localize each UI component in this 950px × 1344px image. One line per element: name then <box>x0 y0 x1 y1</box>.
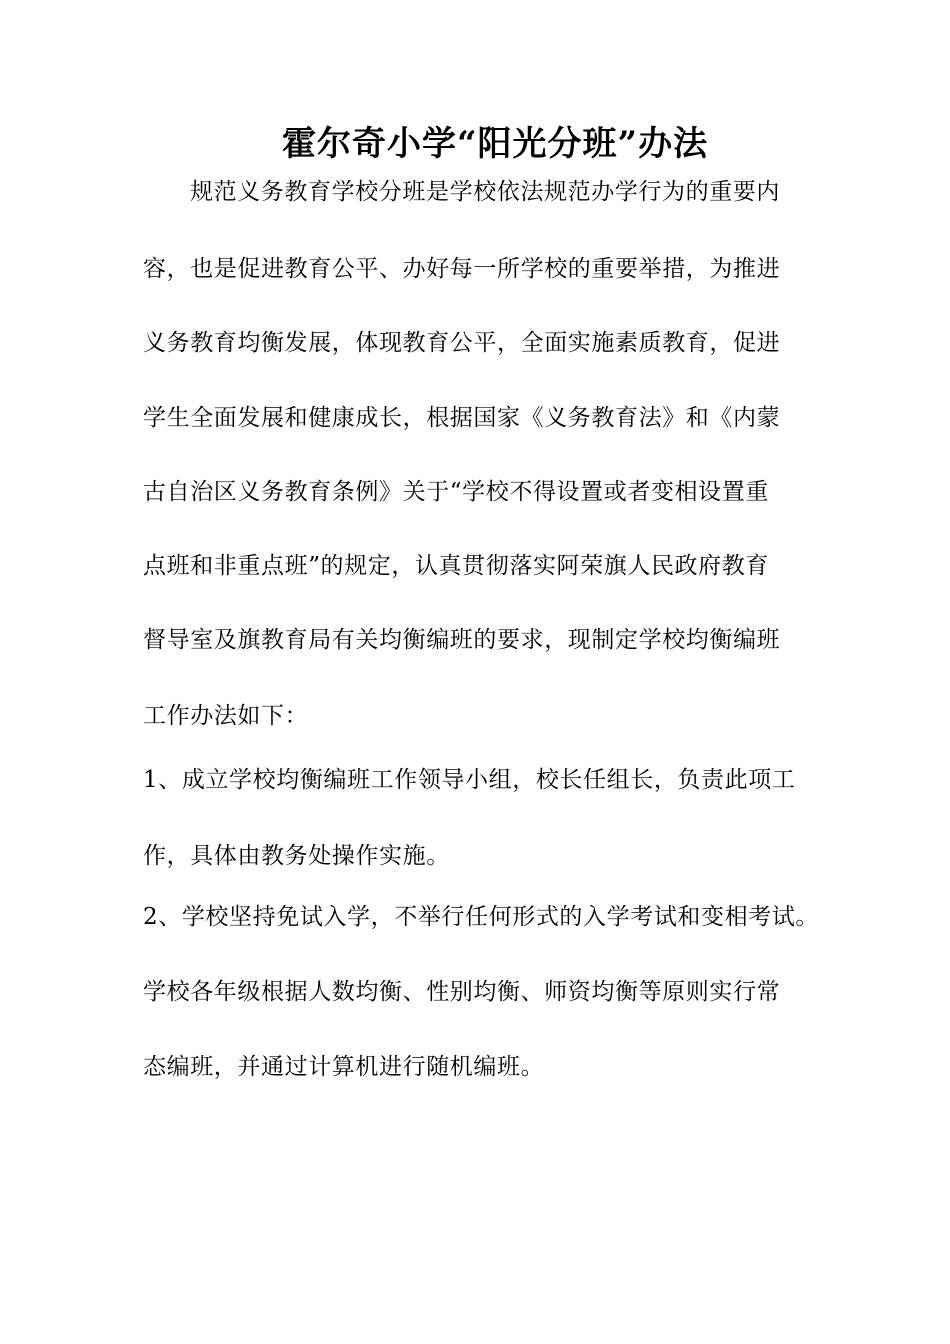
paragraph-line: 容，也是促进教育公平、办好每一所学校的重要举措，为推进 <box>143 256 781 282</box>
list-item-line: 学校各年级根据人数均衡、性别均衡、师资均衡等原则实行常 <box>143 979 781 1005</box>
paragraph-line: 古自治区义务教育条例》关于“学校不得设置或者变相设置重 <box>143 479 769 505</box>
paragraph-line: 督导室及旗教育局有关均衡编班的要求，现制定学校均衡编班 <box>143 627 781 653</box>
paragraph-line: 工作办法如下： <box>143 703 309 729</box>
list-item-line: 作，具体由教务处操作实施。 <box>143 843 450 869</box>
paragraph-line: 规范义务教育学校分班是学校依法规范办学行为的重要内 <box>190 179 780 205</box>
document-title: 霍尔奇小学“阳光分班”办法 <box>282 124 709 164</box>
paragraph-line: 学生全面发展和健康成长，根据国家《义务教育法》和《内蒙 <box>143 405 781 431</box>
list-item-line: 2、学校坚持免试入学，不举行任何形式的入学考试和变相考试。 <box>143 904 820 930</box>
list-item-line: 态编班，并通过计算机进行随机编班。 <box>143 1054 545 1080</box>
paragraph-line: 义务教育均衡发展，体现教育公平，全面实施素质教育，促进 <box>143 330 781 356</box>
list-item-line: 1、成立学校均衡编班工作领导小组，校长任组长，负责此项工 <box>143 767 796 793</box>
paragraph-line: 点班和非重点班”的规定，认真贯彻落实阿荣旗人民政府教育 <box>143 553 769 579</box>
